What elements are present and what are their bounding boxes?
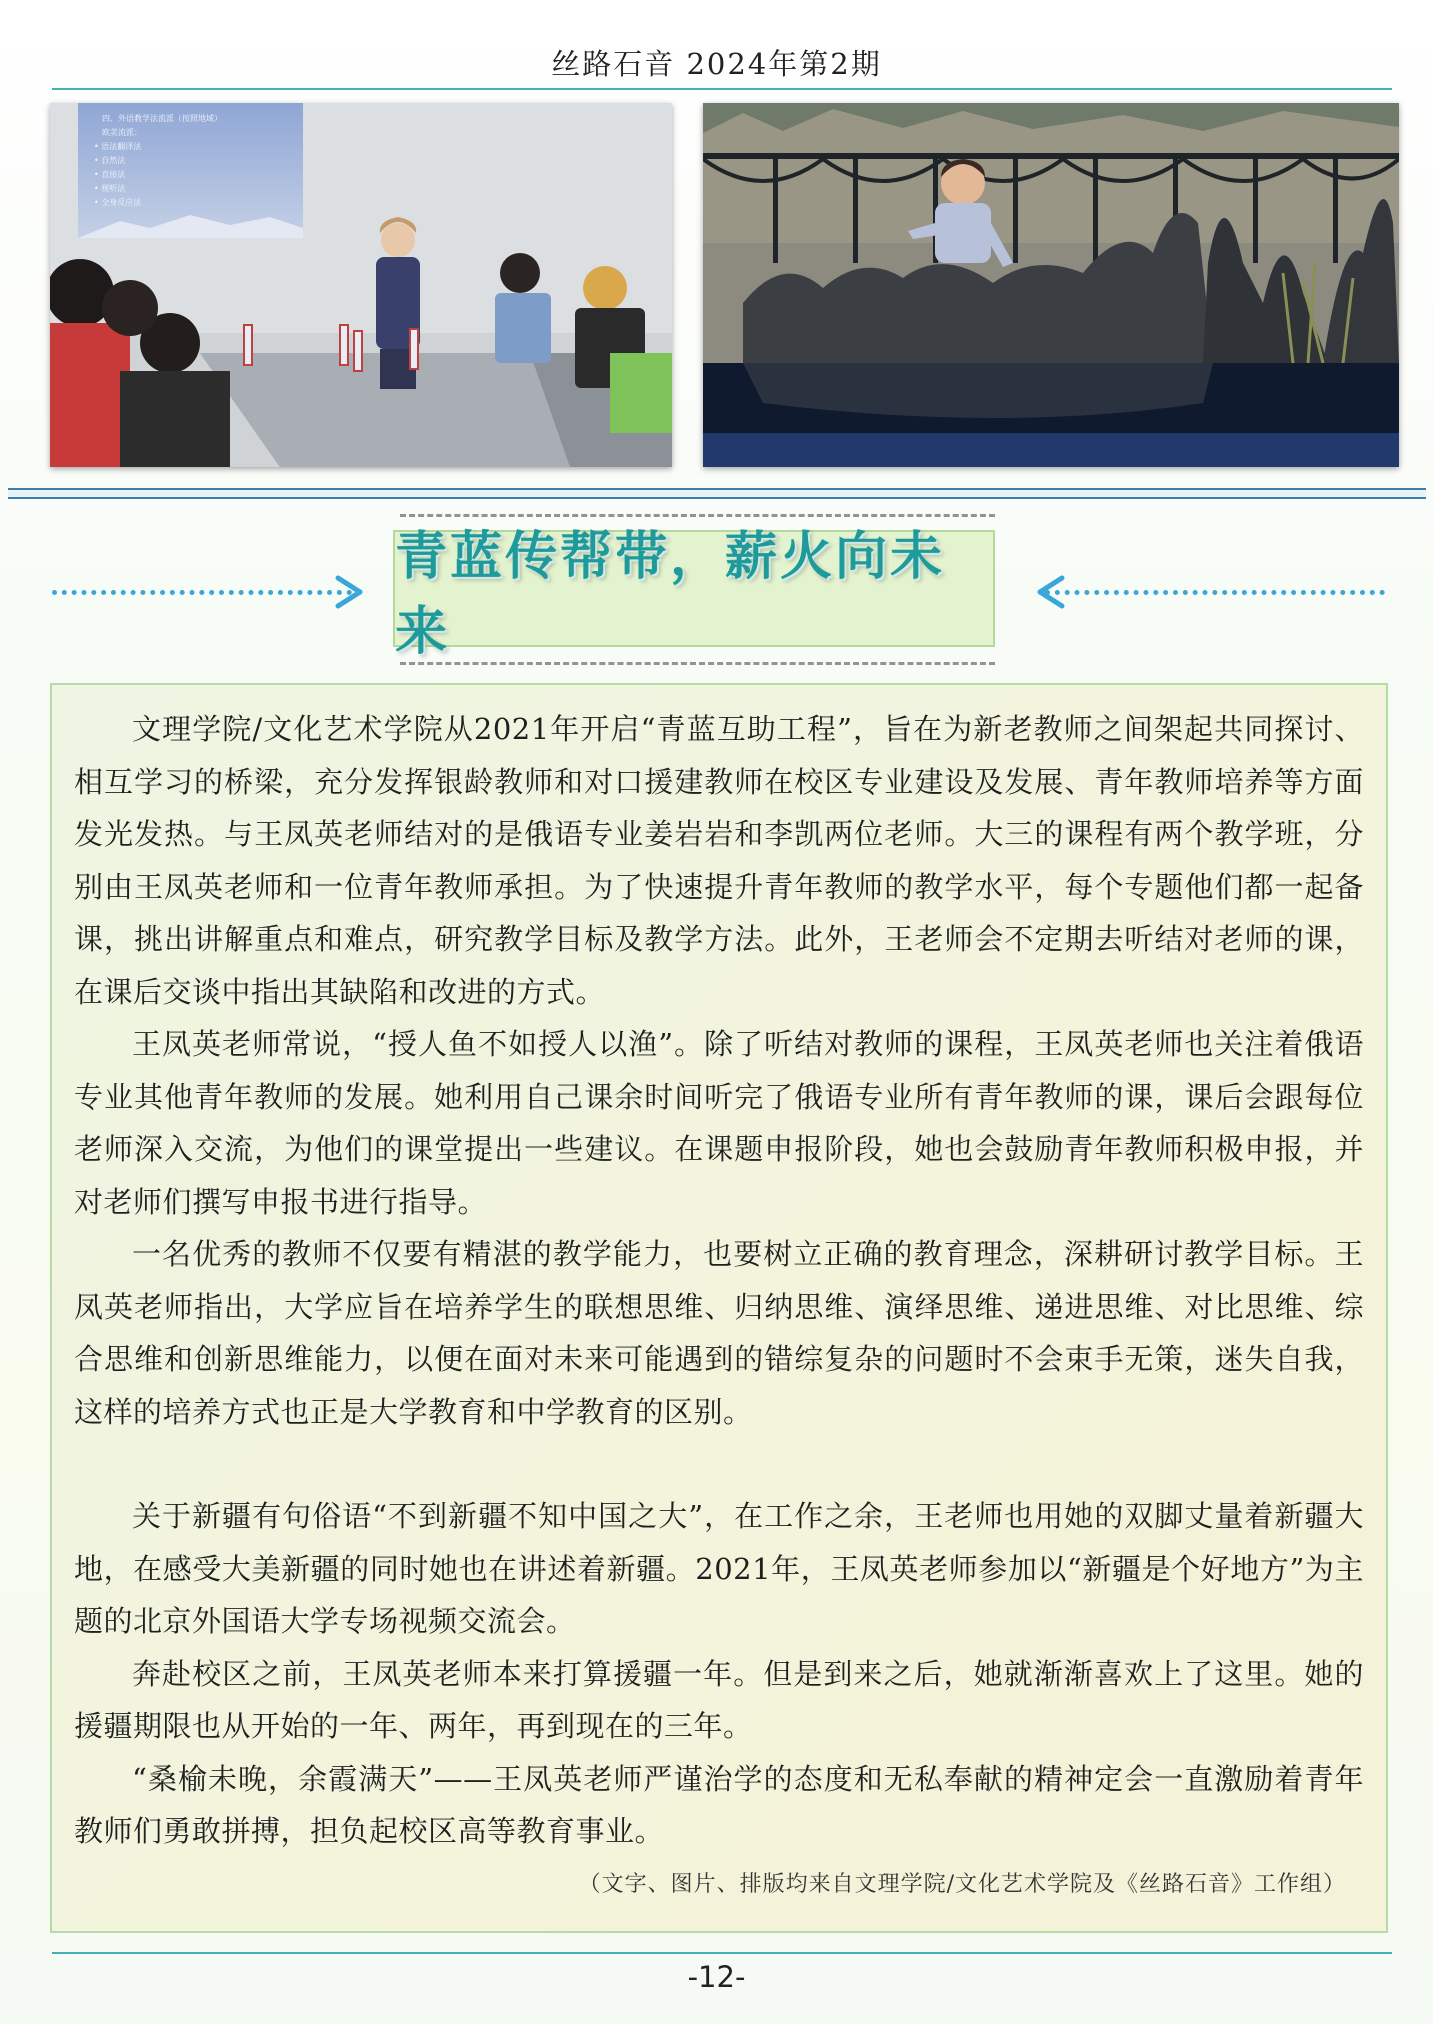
left-dotted-line [52,590,352,595]
slide-line: • 直接法 [94,170,126,179]
page-number: -12- [687,1960,746,1994]
slide-line: 欧美流派： [102,128,142,137]
classroom-photo [50,103,672,467]
slide-line: • 自然法 [94,156,126,165]
article-body [50,683,1388,1933]
paragraph: 王凤英老师常说，“授人鱼不如授人以渔”。除了听结对教师的课程，王凤英老师也关注着俄语专业其他青年教师的发展。她利用自己课余时间听完了俄语专业所有青年教师的课，课后会跟每位老师深入交流，为他们的课堂提出一些建议。在课题申报阶段，她也会鼓励青年教师积极申报，并对老师们撰写申报书进行指导。 [74,1027,1364,1219]
paragraph: 关于新疆有句俗语“不到新疆不知中国之大”，在工作之余，王老师也用她的双脚丈量着新疆大地，在感受大美新疆的同时她也在讲述着新疆。2021年，王凤英老师参加以“新疆是个好地方”为主题的北京外国语大学专场视频交流会。 [74,1499,1364,1638]
footer-divider [52,1952,1392,1954]
title-dashed-rule-bottom [400,662,995,665]
right-dotted-line [1045,590,1385,595]
chevron-right-icon [330,572,370,612]
paragraph-gap [74,1438,1364,1490]
photo-section-divider [8,488,1426,499]
paragraph: 文理学院/文化艺术学院从2021年开启“青蓝互助工程”，旨在为新老教师之间架起共同探讨、相互学习的桥梁，充分发挥银龄教师和对口援建教师在校区专业建设及发展、青年教师培养等方面发光发热。与王凤英老师结对的是俄语专业姜岩岩和李凯两位老师。大三的课程有两个教学班，分别由王凤英老师和一位青年教师承担。为了快速提升青年教师的教学水平，每个专题他们都一起备课，挑出讲解重点和难点，研究教学目标及教学方法。此外，王老师会不定期去听结对老师的课，在课后交谈中指出其缺陷和改进的方式。 [74,712,1364,1009]
outdoor-photo [703,103,1399,467]
credit-line: （文字、图片、排版均来自文理学院/文化艺术学院及《丝路石音》工作组） [578,1872,1346,1897]
outdoor-photo-illustration [703,103,1399,467]
paragraph: 奔赴校区之前，王凤英老师本来打算援疆一年。但是到来之后，她就渐渐喜欢上了这里。她的援疆期限也从开始的一年、两年，再到现在的三年。 [74,1656,1364,1743]
slide-line: 四、外语教学法流派（按照地域） [102,114,222,123]
section-title: 青蓝传帮带，薪火向未来 [395,526,946,662]
header-divider [52,88,1392,90]
slide-line: • 语法翻译法 [94,142,142,151]
paragraph: 一名优秀的教师不仅要有精湛的教学能力，也要树立正确的教育理念，深耕研讨教学目标。王凤英老师指出，大学应旨在培养学生的联想思维、归纳思维、演绎思维、递进思维、对比思维、综合思维和创新思维能力，以便在面对未来可能遇到的错综复杂的问题时不会束手无策，迷失自我，这样的培养方式也正是大学教育和中学教育的区别。 [74,1237,1364,1429]
slide-line: • 视听法 [94,184,126,193]
journal-header-title: 丝路石音 2024年第2期 [551,47,882,81]
paragraph: “桑榆未晚，余霞满天”——王凤英老师严谨治学的态度和无私奉献的精神定会一直激励着青年教师们勇敢拼搏，担负起校区高等教育事业。 [74,1761,1364,1848]
classroom-photo-illustration [50,103,672,467]
slide-line: • 全身反应法 [94,198,142,207]
section-title-box [393,526,995,662]
